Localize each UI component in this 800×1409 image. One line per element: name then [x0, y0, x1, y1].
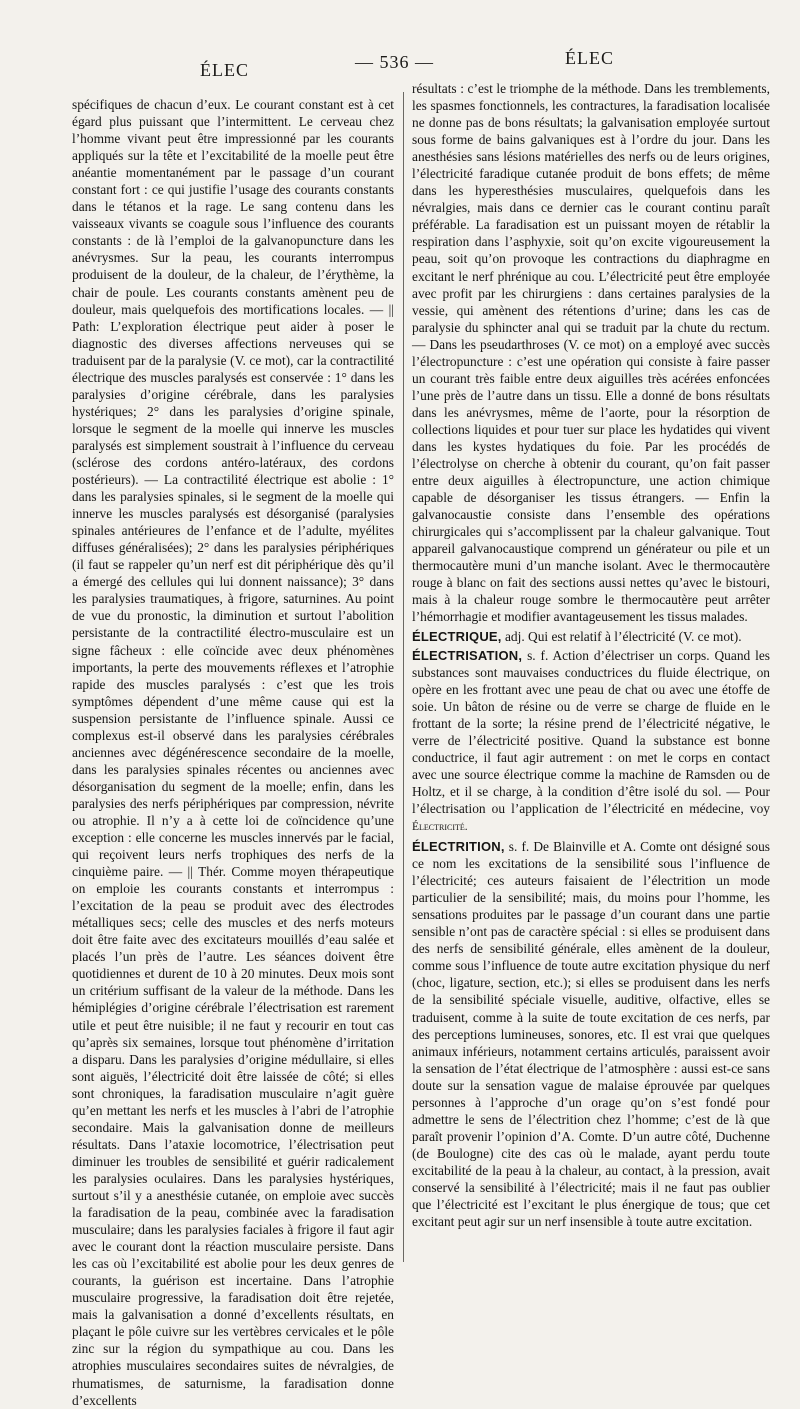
- left-column: [72, 96, 394, 1409]
- entry-body: s. f. De Blainville et A. Comte ont désigné sous ce nom les excitations de la sensibilité sous l’influence de l’électricité; ces auteurs faisaient de l’électrition un mode particulier de la sensibilité; mais, du moins pour l’homme, les sensations produites par le passage d’un courant dans une partie sensible n’ont pas de caractère spécial : si elles se produisent dans des nerfs de sensibilité générale, elles amènent de la douleur, comme sous l’influence de toute autre excitation physique du nerf (choc, ligature, section, etc.); si elles se produisent dans les nerfs de la sensibilité spéciale visuelle, auditive, olfactive, elles se traduisent, comme à la suite de toute excitation de ces nerfs, par des perceptions lumineuses, sonores, etc. Il est vrai que quelques animaux inférieurs, notamment certains articulés, paraissent avoir la sensation de l’état électrique de l’atmosphère : aussi est-ce sans doute sur la sensation vague de malaise éprouvée par quelques personnes à l’approche d’un orage qu’on s’est fondé pour admettre le sens de l’électrition chez l’homme; c’est de là que paraît provenir l’opinion d’A. Comte. D’un autre côté, Duchenne (de Boulogne) cite des cas où le malade, ayant perdu toute excitabilité de la peau à la chaleur, au contact, à la pression, avait conservé la sensibilité à l’électricité; mais il ne faut pas oublier que l’électricité est l’excitant le plus énergique de tous; que cet excitant peut agir sur un nerf insensible à toute autre excitation.: [412, 839, 770, 1230]
- column-divider: [403, 92, 404, 1262]
- entry-headword: ÉLECTRISATION,: [412, 647, 523, 663]
- entry-electrition: [412, 838, 770, 1230]
- entry-headword: ÉLECTRITION,: [412, 839, 505, 855]
- running-head-left: ÉLEC: [200, 60, 249, 80]
- entry-electrisation: [412, 647, 770, 837]
- page-number: — 536 —: [355, 52, 434, 72]
- left-column-text: spécifiques de chacun d’eux. Le courant constant est à cet égard plus puissant que l’intermittent. Le cerveau chez l’homme vivant peut être impressionné par les courants appliqués sur la tête et l’excitabilité de la moelle peut être anéantie momentanément par le passage d’un courant constant fort : ce qui justifie l’usage des courants constants dans le tétanos et la rage. Le sang contenu dans les vaisseaux vivants se coagule sous l’influence des courants constants : de là l’emploi de la galvanopuncture dans les anévrysmes. Sur la peau, les courants interrompus produisent de la douleur, de la chaleur, de l’érythème, la chair de poule. Les courants constants amènent peu de douleur, mais quelquefois des mortifications locales. — || Path: L’exploration électrique peut aider à poser le diagnostic des diverses affections nerveuses qui se traduisent par de la paralysie (V. ce mot), car la contractilité électrique des muscles paralysés est conservée : 1° dans les paralysies d’origine cérébrale, dans les paralysies hystériques; 2° dans les paralysies d’origine spinale, lorsque le segment de la moelle qui innerve les muscles paralysés est simplement soustrait à l’influence du cerveau (sclérose des cordons antéro-latéraux, des cordons postérieurs). — La contractilité électrique est abolie : 1° dans les paralysies spinales, si le segment de la moelle qui innerve les muscles paralysés est désorganisé (paralysies spinales antérieures de l’enfance et de l’adulte, myélites diffuses généralisées); 2° dans les paralysies périphériques (il faut se rappeler qu’un nerf est dit périphérique dès qu’il a émergé des cellules qui lui donnent naissance); 3° dans les paralysies traumatiques, à frigore, saturnines. Au point de vue du pronostic, la diminution et surtout l’abolition persistante de la contractilité électro-musculaire est un signe fâcheux : elle coïncide avec deux phénomènes importants, la perte des mouvements réflexes et l’atrophie rapide des muscles paralysés : c’est que les trois symptômes dépendent d’une même cause qui est la suspension persistante de l’influence spinale. Aussi ce complexus est-il observé dans les paralysies cérébrales anciennes avec dégénérescence secondaire de la moelle, dans les paralysies spinales récentes ou anciennes avec désorganisation du segment de la moelle; enfin, dans les paralysies des nerfs périphériques par compression, névrite ou atrophie. Il n’y a à cette loi de coïncidence qu’une exception : elle concerne les muscles innervés par le facial, qui reçoivent leurs nerfs trophiques des nerfs de la cinquième paire. — || Thér. Comme moyen thérapeutique on emploie les courants constants et interrompus : l’excitation de la peau se produit avec des électrodes métalliques secs; celle des muscles et des nerfs moteurs doit être faite avec des excitateurs mouillés d’eau salée et placés l’un près de l’autre. Les séances doivent être quotidiennes et durent de 10 à 20 minutes. Deux mois sont un critérium suffisant de la valeur de la méthode. Dans les hémiplégies d’origine cérébrale l’électrisation est rarement utile et peut être nuisible; il ne faut y recourir en tout cas qu’après six semaines, lorsque tout phénomène d’irritation a disparu. Dans les paralysies d’origine médullaire, si elles sont aiguës, l’électricité doit être laissée de côté; si elles sont chroniques, la faradisation musculaire n’agit guère qu’en mettant les nerfs et les muscles à l’abri de l’atrophie secondaire. Mais la galvanisation donne de meilleurs résultats. Dans l’ataxie locomotrice, l’électrisation peut diminuer les troubles de sensibilité et guérir radicalement les paralysies oculaires. Dans les paralysies hystériques, surtout s’il y a anesthésie cutanée, on emploie avec succès la faradisation de la peau, combinée avec la faradisation musculaire; dans les paralysies faciales à frigore il faut agir avec le courant dont la réaction musculaire persiste. Dans les cas où l’excitabilité est abolie pour les deux genres de courants, la guérison est incertaine. Dans l’atrophie musculaire progressive, la faradisation doit être rejetée, mais la galvanisation a donné d’excellents résultats, en plaçant le pôle cuivre sur les vertèbres cervicales et le pôle zinc sur la région du sympathique au cou. Dans les atrophies musculaires secondaires suites de névralgies, de rhumatismes, de saturnisme, la faradisation donne d’excellents: [72, 97, 394, 1408]
- right-column-continuation: résultats : c’est le triomphe de la méthode. Dans les tremblements, les spasmes fonctionnels, les contractures, la faradisation localisée ne donne pas de bons résultats; la galvanisation employée surtout sous forme de bains galvaniques est à l’ordre du jour. Dans les anesthésies sans lésions matérielles des nerfs ou de leurs origines, l’électricité faradique cutanée produit de bons effets; de même dans les hyperesthésies musculaires, quelquefois dans les névralgies, mais dans ce dernier cas le courant continu paraît préférable. La faradisation est un puissant moyen de rétablir la respiration dans l’asphyxie, soit qu’on excite vigoureusement la peau, soit qu’on provoque les contractions du diaphragme en excitant le nerf phrénique au cou. L’électricité peut être employée avec profit par les chirurgiens : dans certaines paralysies de la vessie, qui amènent des rétentions d’urine; dans les cas de paralysie du sphincter anal qui se traduit par la chute du rectum. — Dans les pseudarthroses (V. ce mot) on a employé avec succès l’électropuncture : c’est une opération qui consiste à faire passer un courant très faible entre deux aiguilles très acérées enfoncées l’une près de l’autre dans un tissu. Elle a donné de bons résultats dans les anévrysmes, même de l’aorte, pour la résorption de collections liquides et pour tuer sur place les hydatides qui vivent dans les kystes hydatiques du foie. Par les procédés de l’électrolyse on cherche à obtenir du courant, qu’on fait passer entre deux aiguilles à électropuncture, une action chimique capable de désorganiser les tissus étrangers. — Enfin la galvanocaustie consiste dans l’ensemble des opérations chirurgicales qui s’accomplissent par la chaleur galvanique. Tout appareil galvanocaustique comprend un générateur ou pile et un thermocautère muni d’un manche isolant. Avec le thermocautère rouge à blanc on fait des sections aussi nettes qu’avec le bistouri, mais à la chaleur rouge sombre le thermocautère peut arrêter l’hémorrhagie et modifier avantageusement les tissus malades.: [412, 81, 770, 625]
- entry-body: adj. Qui est relatif à l’électricité (V. ce mot).: [504, 628, 742, 644]
- entry-headword: ÉLECTRIQUE,: [412, 628, 502, 644]
- entry-electrique: [412, 628, 770, 645]
- running-head-right: ÉLEC: [565, 48, 614, 68]
- entry-body: s. f. Action d’électriser un corps. Quand les substances sont mauvaises conductrices du fluide électrique, on opère en les frottant avec une peau de chat ou avec une étoffe de soie. Un bâton de résine ou de verre se charge de fluide en le frottant de la sorte; la résine prend de l’électricité négative, le verre de l’électricité positive. Quand la substance est bonne conductrice, il faut agir autrement : on met le corps en contact avec une source électrique comme la machine de Ramsden ou de Holtz, et il se charge, à la condition d’être isolé du sol. — Pour l’électrisation ou l’application de l’électricité en médecine, voy: [412, 647, 770, 816]
- right-column: [412, 80, 770, 1230]
- entry-cross-reference: Électricité.: [412, 821, 468, 834]
